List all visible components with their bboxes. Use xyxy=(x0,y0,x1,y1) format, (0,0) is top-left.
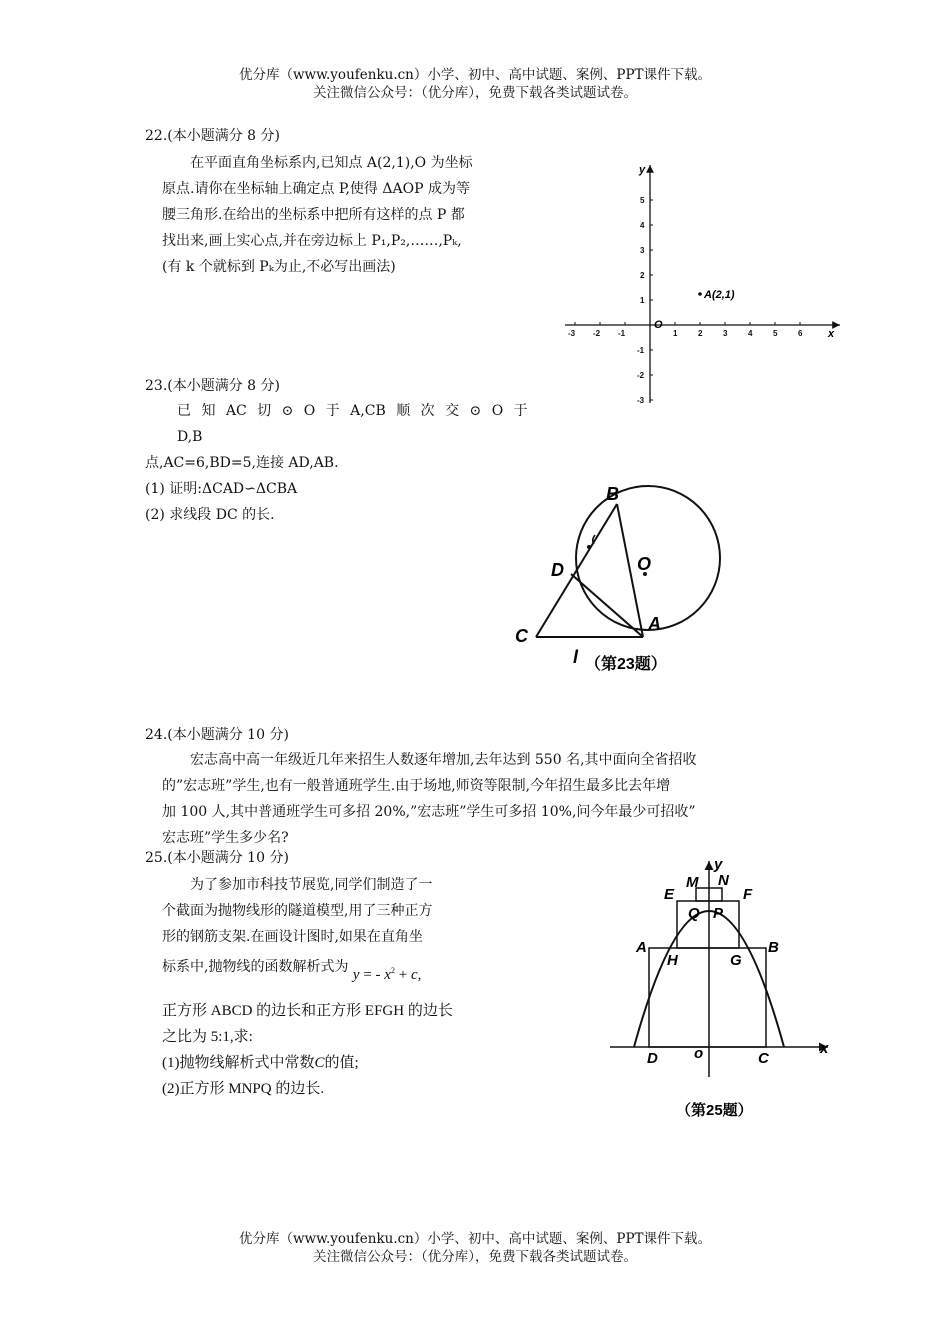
y-tick-label: -3 xyxy=(637,396,645,405)
q22-line-2: 原点.请你在坐标轴上确定点 P,使得 ΔAOP 成为等 xyxy=(162,181,470,197)
header-line-2: 关注微信公众号：（优分库），免费下载各类试题试卷。 xyxy=(313,85,637,101)
label-c: C xyxy=(758,1050,769,1067)
x-tick-label: 6 xyxy=(798,329,803,338)
q25-text-2 xyxy=(162,998,502,1102)
q22-text xyxy=(162,150,562,280)
q23-circle-figure xyxy=(505,480,725,680)
q25-line-4 xyxy=(162,950,502,983)
q25-sub-1-var: C xyxy=(314,1055,325,1071)
label-o: O xyxy=(637,554,652,574)
footer xyxy=(0,1230,950,1266)
y-tick-label: 3 xyxy=(640,246,645,255)
label-d: D xyxy=(551,560,564,580)
label-h: H xyxy=(667,952,678,969)
q25-line-7 xyxy=(162,1050,502,1076)
x-tick-label: -1 xyxy=(618,329,626,338)
y-axis-label: y xyxy=(639,164,646,176)
q23-line-3: (1) 证明:ΔCAD∽ΔCBA xyxy=(145,481,298,497)
label-a: A xyxy=(636,939,647,956)
label-e: E xyxy=(664,886,675,903)
x-axis-label: x xyxy=(828,328,835,340)
y-tick-label: 1 xyxy=(640,296,645,305)
label-g: G xyxy=(730,952,742,969)
q24-line-3: 加 100 人,其中普通班学生可多招 20%,”宏志班”学生可多招 10%,问今年最少可招收” xyxy=(162,804,696,820)
y-tick-label: -2 xyxy=(637,371,645,380)
label-m: M xyxy=(686,874,699,891)
formula xyxy=(353,967,421,983)
small-dot xyxy=(587,545,591,549)
point-a xyxy=(698,292,702,296)
q22-coordinate-figure xyxy=(560,160,850,410)
header-line-1: 优分库（www.youfenku.cn）小学、初中、高中试题、案例、PPT课件下载。 xyxy=(238,67,712,83)
q22-line-4: 找出来,画上实心点,并在旁边标上 P₁,P₂,……,Pₖ, xyxy=(162,233,462,249)
secant-cb xyxy=(536,504,617,637)
x-tick-label: 1 xyxy=(673,329,678,338)
x-tick-label: 2 xyxy=(698,329,703,338)
q24-line-2: 的”宏志班”学生,也有一般普通班学生.由于场地,师资等限制,今年招生最多比去年增 xyxy=(162,778,671,794)
label-f: F xyxy=(743,886,753,903)
x-tick-label: -2 xyxy=(593,329,601,338)
header xyxy=(0,66,950,102)
q23-line-2: 点,AC=6,BD=5,连接 AD,AB. xyxy=(145,455,339,471)
y-tick-label: -1 xyxy=(637,346,645,355)
origin-label: O xyxy=(654,319,663,331)
y-tick-label: 5 xyxy=(640,196,645,205)
q23-title: 23.(本小题满分 8 分) xyxy=(145,378,280,394)
x-tick-label: 3 xyxy=(723,329,728,338)
x-tick-label: 5 xyxy=(773,329,778,338)
label-p: P xyxy=(713,905,724,922)
x-tick-label: 4 xyxy=(748,329,753,338)
formula-plus: + xyxy=(398,967,408,983)
q25-sub-1-tail: 的值; xyxy=(324,1055,359,1071)
q23-line-1: 已 知 AC 切 ⊙ O 于 A,CB 顺 次 交 ⊙ O 于 D,B xyxy=(177,403,528,445)
q25-title: 25.(本小题满分 10 分) xyxy=(145,850,289,866)
formula-x: x xyxy=(384,967,391,983)
label-q: Q xyxy=(688,905,700,922)
q25-text xyxy=(162,872,502,983)
q24-text xyxy=(162,747,822,851)
label-b: B xyxy=(768,939,779,956)
label-x: x xyxy=(820,1040,829,1057)
footer-line-1: 优分库（www.youfenku.cn）小学、初中、高中试题、案例、PPT课件下载。 xyxy=(238,1231,712,1247)
label-b: B xyxy=(606,484,619,504)
formula-c: c xyxy=(410,967,418,983)
q25-line-2: 个截面为抛物线形的隧道模型,用了三种正方 xyxy=(162,903,433,919)
formula-tail: , xyxy=(417,967,422,983)
q25-line-8: (2)正方形 MNPQ 的边长. xyxy=(162,1081,325,1097)
q22-title: 22.(本小题满分 8 分) xyxy=(145,128,280,144)
y-tick-label: 4 xyxy=(640,221,645,230)
label-c: C xyxy=(515,626,528,646)
q24-title: 24.(本小题满分 10 分) xyxy=(145,727,289,743)
q25-sub-1: (1)抛物线解析式中常数 xyxy=(162,1055,315,1071)
q22-line-5: (有 k 个就标到 Pₖ为止,不必写出画法) xyxy=(162,259,396,275)
formula-y: y xyxy=(352,967,360,983)
q25-line-5: 正方形 ABCD 的边长和正方形 EFGH 的边长 xyxy=(162,1003,453,1019)
q23-text xyxy=(145,398,545,528)
label-d: D xyxy=(647,1050,658,1067)
q25-parabola-figure xyxy=(600,855,840,1125)
q24-line-4: 宏志班”学生多少名? xyxy=(162,830,289,846)
label-n: N xyxy=(718,872,729,889)
label-a: A xyxy=(648,614,661,634)
q25-line-4-text: 标系中,抛物线的函数解析式为 xyxy=(162,959,349,975)
x-tick-label: -3 xyxy=(568,329,576,338)
q24-line-1: 宏志高中高一年级近几年来招生人数逐年增加,去年达到 550 名,其中面向全省招收 xyxy=(190,752,697,768)
point-a-label: A(2,1) xyxy=(704,289,735,301)
y-tick-label: 2 xyxy=(640,271,645,280)
figure-25-caption: （第25题） xyxy=(676,1102,753,1119)
label-y: y xyxy=(714,856,723,873)
stray-mark: l xyxy=(573,647,579,667)
q25-line-6: 之比为 5:1,求: xyxy=(162,1029,253,1045)
q22-line-3: 腰三角形.在给出的坐标系中把所有这样的点 P 都 xyxy=(162,207,465,223)
footer-line-2: 关注微信公众号：（优分库），免费下载各类试题试卷。 xyxy=(313,1249,637,1265)
q25-line-1: 为了参加市科技节展览,同学们制造了一 xyxy=(190,877,433,893)
label-o: o xyxy=(694,1045,704,1062)
q25-line-3: 形的钢筋支架.在画设计图时,如果在直角坐 xyxy=(162,929,423,945)
figure-23-caption: （第23题） xyxy=(585,656,667,673)
q23-line-4: (2) 求线段 DC 的长. xyxy=(145,507,275,523)
formula-eq: = - xyxy=(363,967,381,983)
formula-sup: 2 xyxy=(390,966,395,975)
q22-line-1: 在平面直角坐标系内,已知点 A(2,1),O 为坐标 xyxy=(190,155,473,171)
